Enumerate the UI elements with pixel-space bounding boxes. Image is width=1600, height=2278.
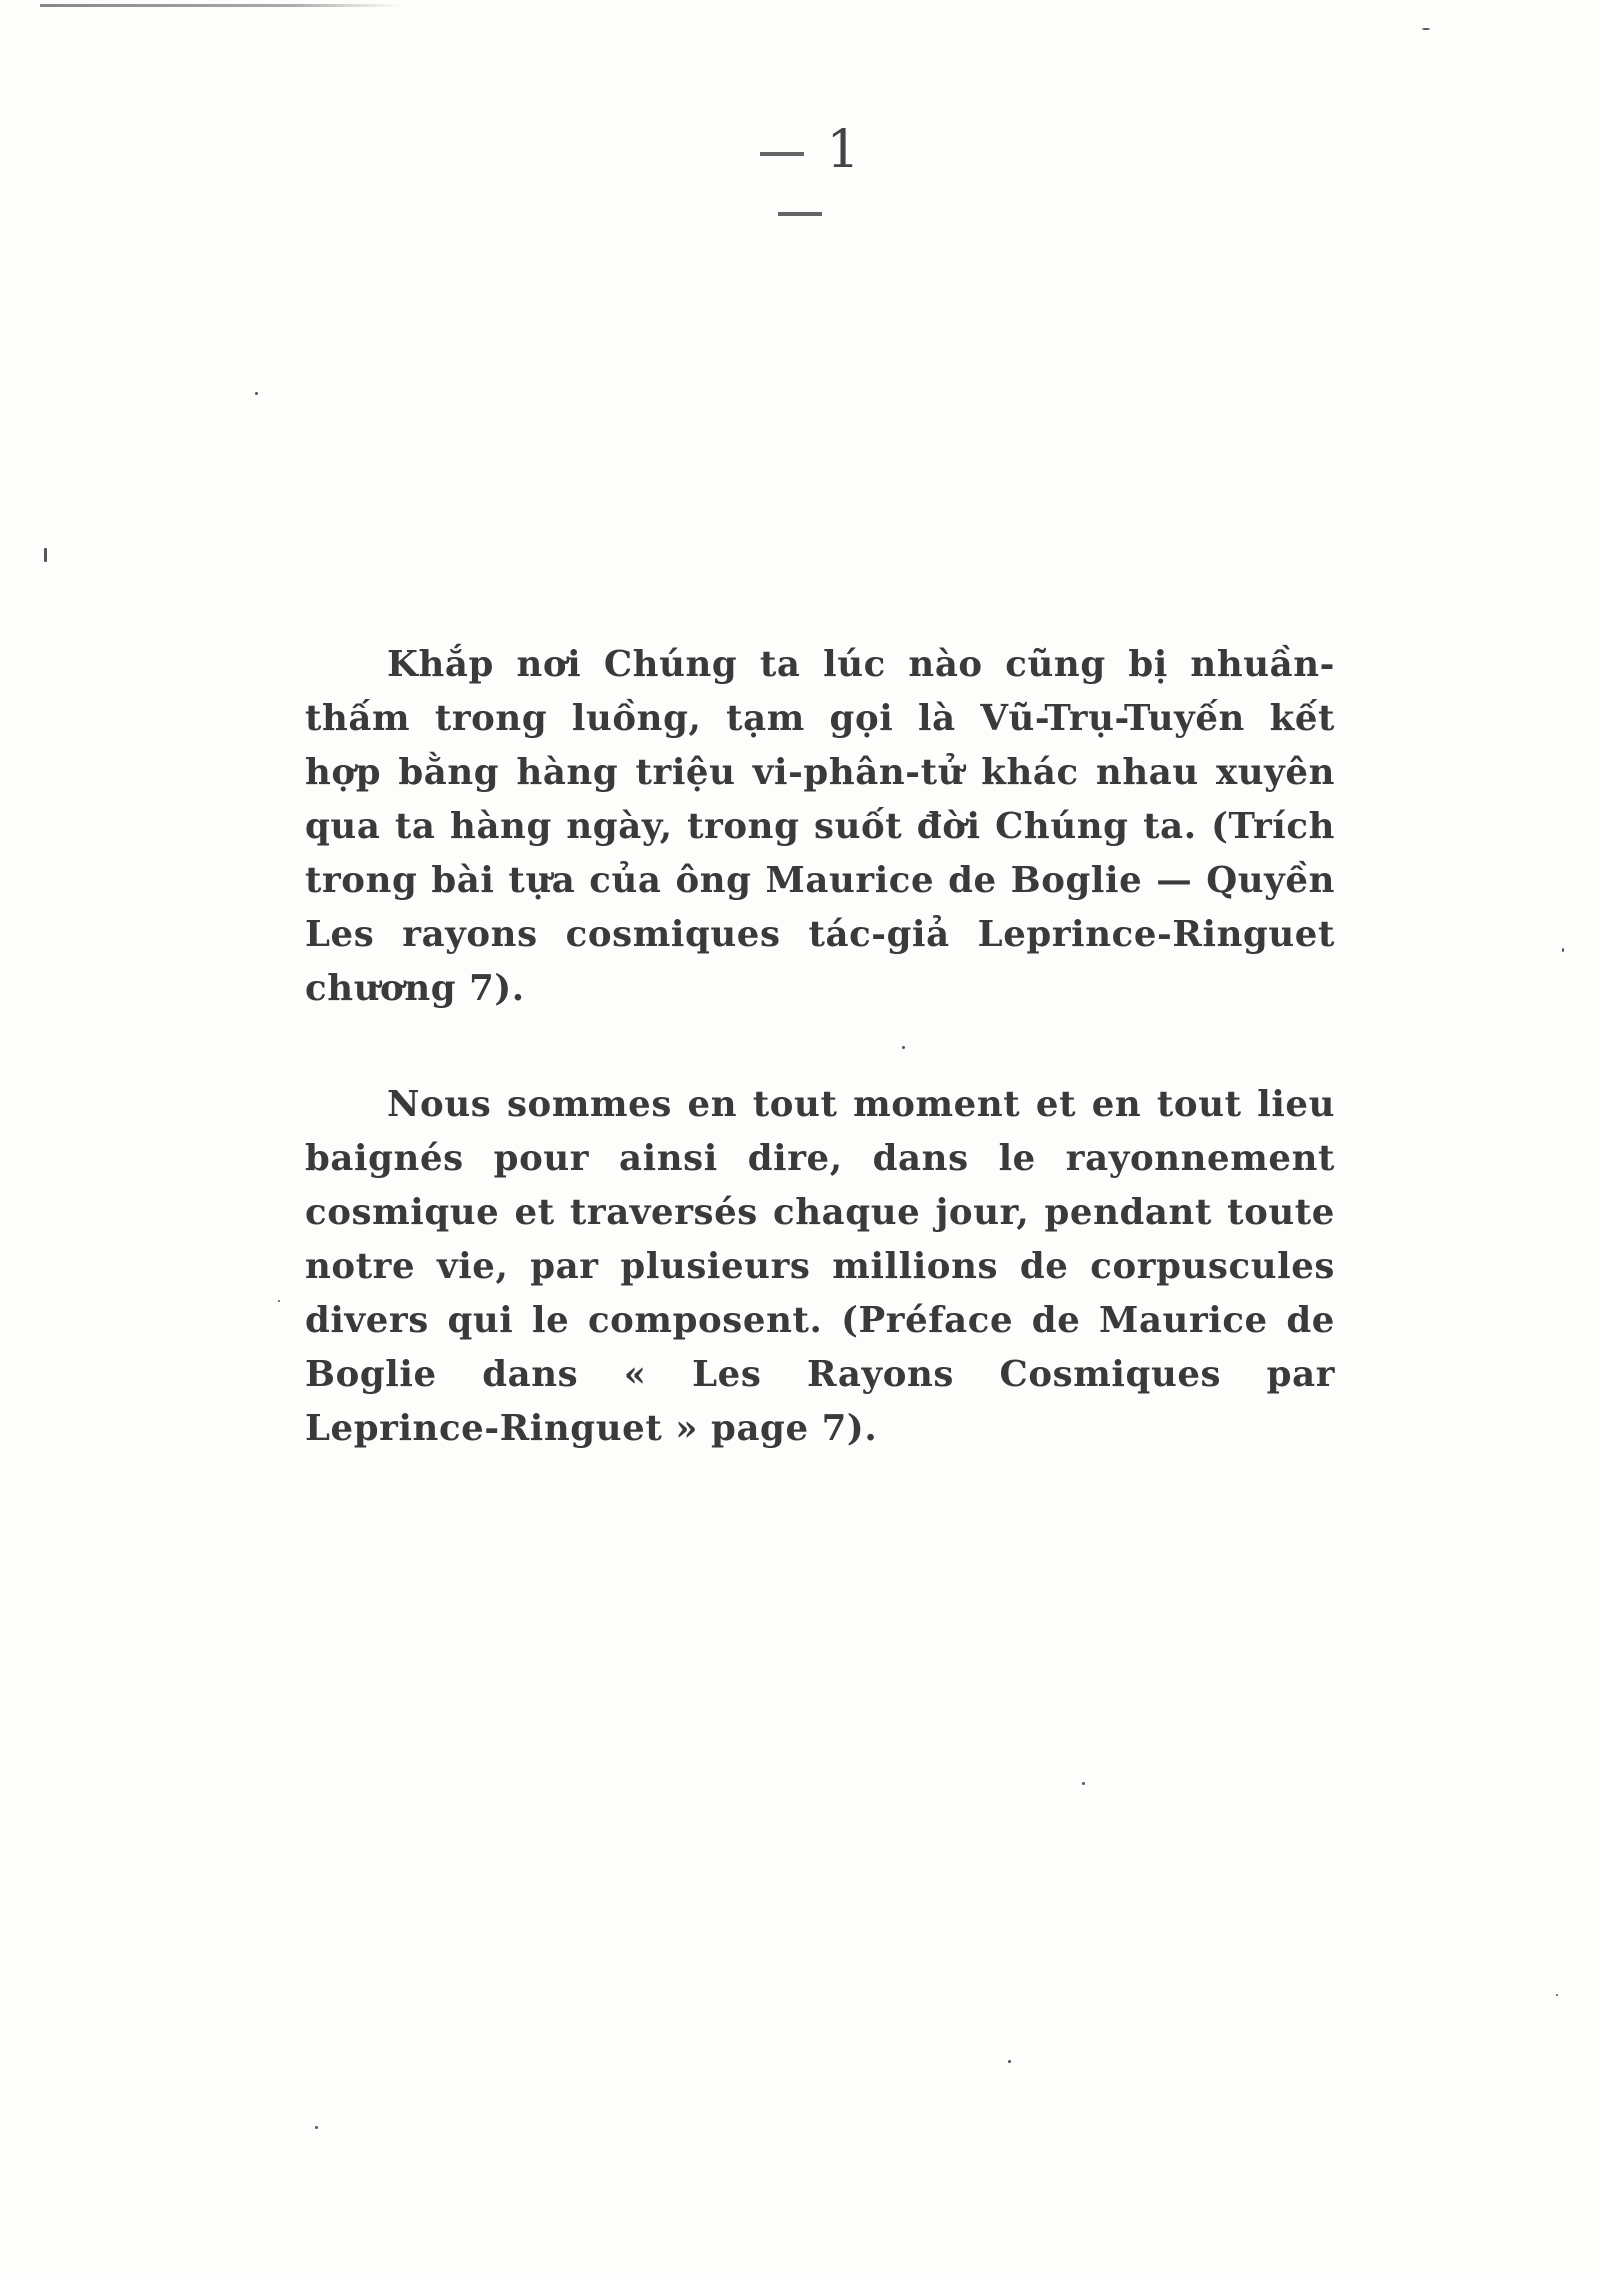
- scan-speck: [315, 2126, 318, 2129]
- vietnamese-paragraph: Khắp nơi Chúng ta lúc nào cũng bị nhuần-thấm trong luồng, tạm gọi là Vũ-Trụ-Tuyến kết hợp bằng hàng triệu vi-phân-tử khác nhau xuyên qua ta hàng ngày, trong suốt đời Chúng ta. (Trích trong bài tựa của ông Maurice de Boglie — Quyền Les rayons cosmiques tác-giả Leprince-Ringuet chương 7).: [305, 644, 1335, 1009]
- page-number-dash-right: [778, 212, 822, 216]
- french-paragraph: Nous sommes en tout moment et en tout lieu baignés pour ainsi dire, dans le rayonnement cosmique et traversés chaque jour, pendant toute notre vie, par plusieurs millions de corpuscules divers qui le composent. (Préface de Maurice de Boglie dans « Les Rayons Cosmiques par Leprince-Ringuet » page 7).: [305, 1084, 1335, 1449]
- scan-edge-mark: [40, 4, 400, 7]
- scan-speck: [44, 548, 47, 562]
- scan-speck: [278, 1300, 280, 1302]
- scan-speck: [255, 392, 258, 395]
- scan-speck: [1562, 948, 1564, 952]
- page-number-dash-left: [760, 152, 804, 156]
- scan-speck: [1556, 1994, 1558, 1996]
- scan-speck: [1422, 28, 1430, 30]
- scan-speck: [1008, 2060, 1011, 2063]
- scan-speck: [902, 1046, 905, 1049]
- scan-speck: [1082, 1782, 1085, 1785]
- page-number-value: 1: [826, 120, 862, 180]
- page-number: [700, 120, 900, 240]
